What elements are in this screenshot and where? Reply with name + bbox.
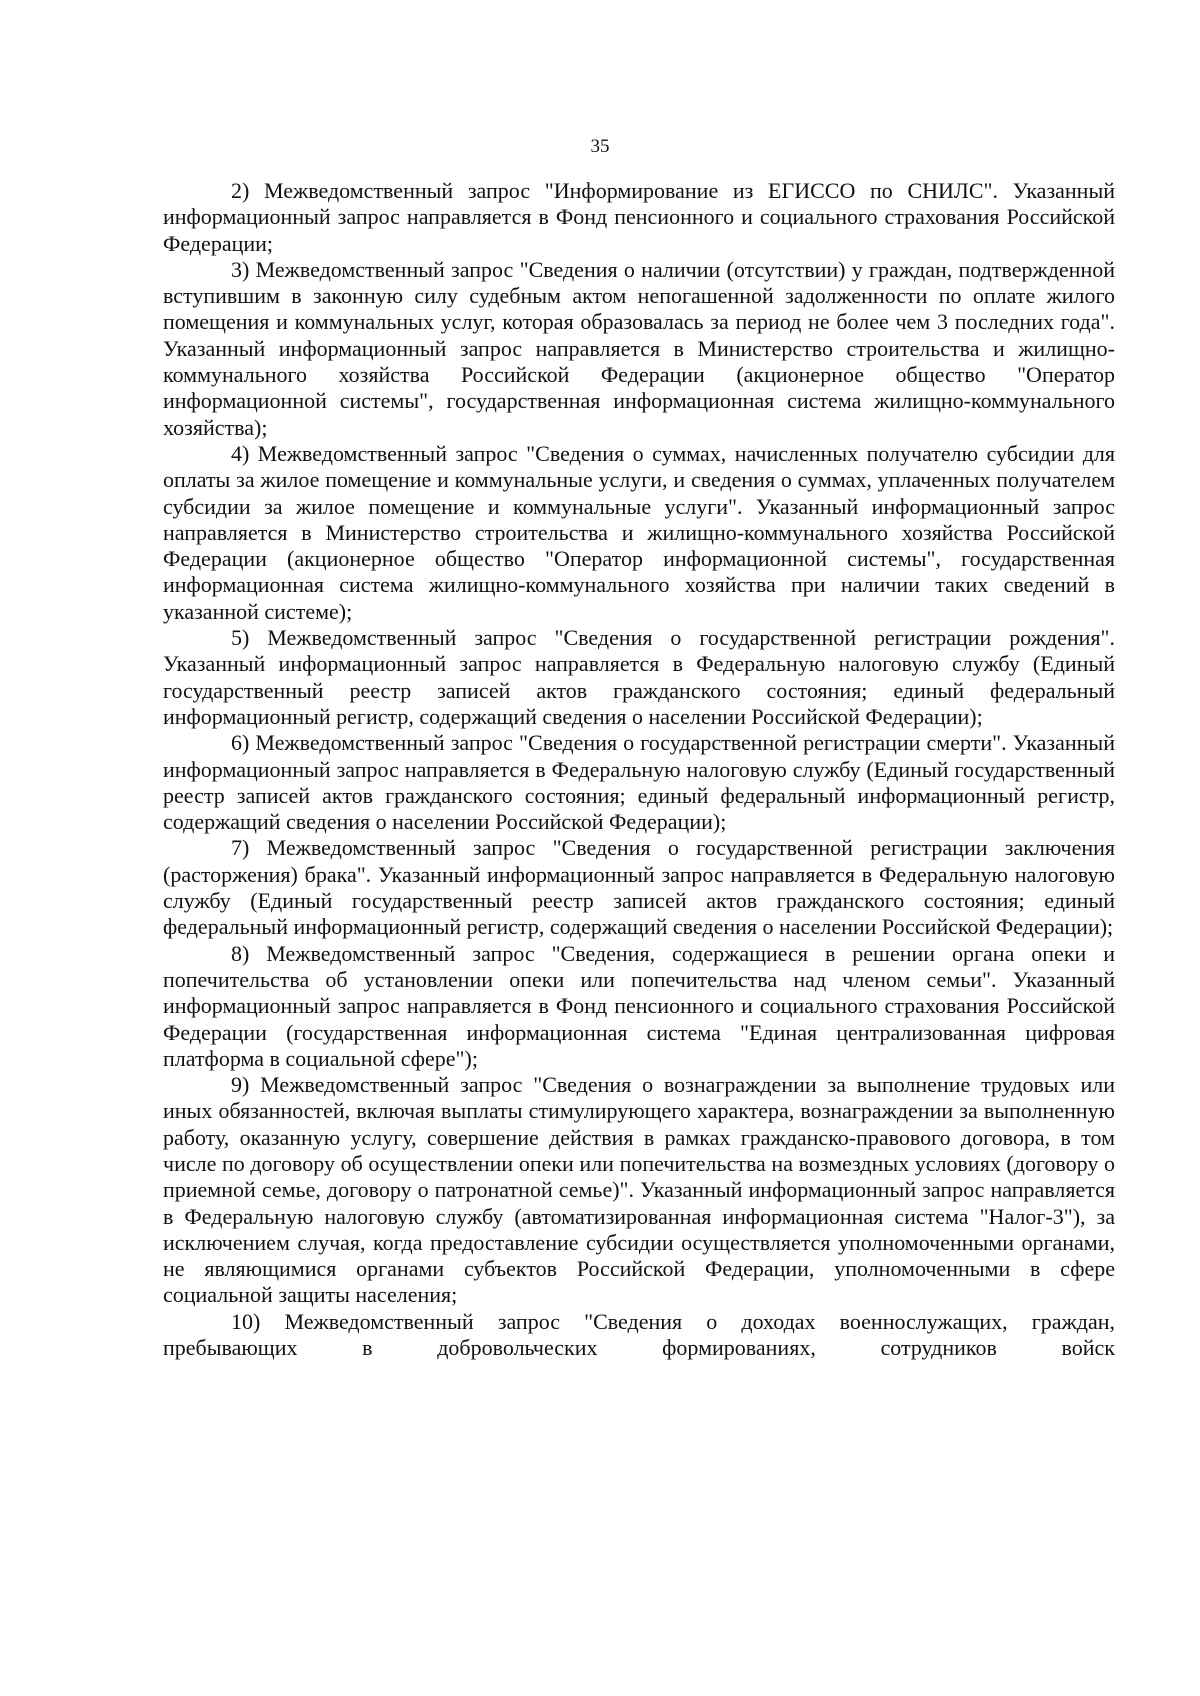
document-body [163, 178, 1115, 1361]
paragraph-item-7: 7) Межведомственный запрос "Сведения о государственной регистрации заключения (расторжения) брака". Указанный информационный запрос направляется в Федеральную налоговую службу (Единый государственный реестр записей актов гражданского состояния; единый федеральный информационный регистр, содержащий сведения о населении Российской Федерации); [163, 835, 1115, 940]
paragraph-item-9: 9) Межведомственный запрос "Сведения о вознаграждении за выполнение трудовых или иных обязанностей, включая выплаты стимулирующего характера, вознаграждении за выполненную работу, оказанную услугу, совершение действия в рамках гражданско-правового договора, в том числе по договору об осуществлении опеки или попечительства на возмездных условиях (договору о приемной семье, договору о патронатной семье)". Указанный информационный запрос направляется в Федеральную налоговую службу (автоматизированная информационная система "Налог-3"), за исключением случая, когда предоставление субсидии осуществляется уполномоченными органами, не являющимися органами субъектов Российской Федерации, уполномоченными в сфере социальной защиты населения; [163, 1072, 1115, 1308]
paragraph-item-3: 3) Межведомственный запрос "Сведения о наличии (отсутствии) у граждан, подтвержденной вступившим в законную силу судебным актом непогашенной задолженности по оплате жилого помещения и коммунальных услуг, которая образовалась за период не более чем 3 последних года". Указанный информационный запрос направляется в Министерство строительства и жилищно-коммунального хозяйства Российской Федерации (акционерное общество "Оператор информационной системы", государственная информационная система жилищно-коммунального хозяйства); [163, 256, 1115, 440]
paragraph-item-8: 8) Межведомственный запрос "Сведения, содержащиеся в решении органа опеки и попечительства об установлении опеки или попечительства над членом семьи". Указанный информационный запрос направляется в Фонд пенсионного и социального страхования Российской Федерации (государственная информационная система "Единая централизованная цифровая платформа в социальной сфере"); [163, 940, 1115, 1071]
paragraph-item-4: 4) Межведомственный запрос "Сведения о суммах, начисленных получателю субсидии для оплаты за жилое помещение и коммунальные услуги, и сведения о суммах, уплаченных получателем субсидии за жилое помещение и коммунальные услуги". Указанный информационный запрос направляется в Министерство строительства и жилищно-коммунального хозяйства Российской Федерации (акционерное общество "Оператор информационной системы", государственная информационная система жилищно-коммунального хозяйства при наличии таких сведений в указанной системе); [163, 440, 1115, 624]
paragraph-item-6: 6) Межведомственный запрос "Сведения о государственной регистрации смерти". Указанный информационный запрос направляется в Федеральную налоговую службу (Единый государственный реестр записей актов гражданского состояния; единый федеральный информационный регистр, содержащий сведения о населении Российской Федерации); [163, 730, 1115, 835]
paragraph-item-10: 10) Межведомственный запрос "Сведения о доходах военнослужащих, граждан, пребывающих в добровольческих формированиях, сотрудников войск [163, 1308, 1115, 1361]
paragraph-item-5: 5) Межведомственный запрос "Сведения о государственной регистрации рождения". Указанный информационный запрос направляется в Федеральную налоговую службу (Единый государственный реестр записей актов гражданского состояния; единый федеральный информационный регистр, содержащий сведения о населении Российской Федерации); [163, 625, 1115, 729]
page-number: 35 [590, 136, 610, 157]
paragraph-item-2: 2) Межведомственный запрос "Информирование из ЕГИССО по СНИЛС". Указанный информационный запрос направляется в Фонд пенсионного и социального страхования Российской Федерации; [163, 178, 1115, 256]
